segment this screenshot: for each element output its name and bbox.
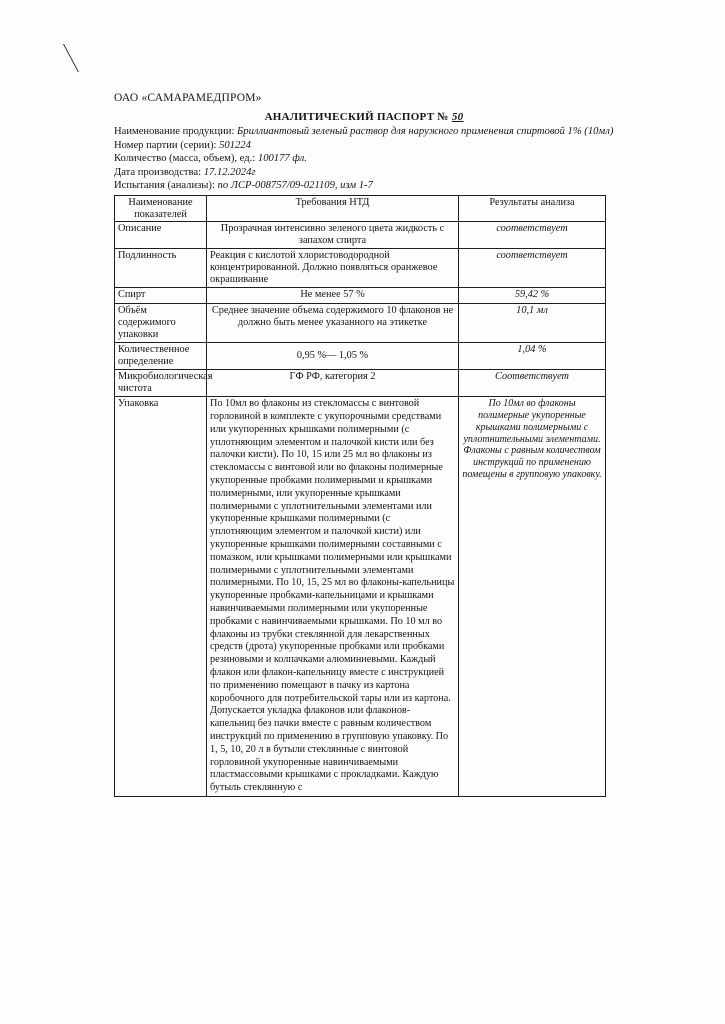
row-name: Упаковка xyxy=(115,397,207,797)
tests-line xyxy=(114,179,614,192)
analysis-table xyxy=(114,195,606,797)
row-result: Соответствует xyxy=(459,370,606,397)
row-requirement: Не менее 57 % xyxy=(207,288,459,303)
batch-label: Номер партии (серии): xyxy=(114,139,217,151)
row-requirement: 0,95 %— 1,05 % xyxy=(207,342,459,369)
quantity-value: 100177 фл. xyxy=(257,153,307,165)
row-result: 1,04 % xyxy=(459,342,606,369)
quantity-label: Количество (масса, объем), ед.: xyxy=(114,153,256,165)
row-name: Микробиологическая чистота xyxy=(115,370,207,397)
row-result: соответствует xyxy=(459,222,606,249)
row-requirement: Среднее значение объема содержимого 10 флаконов не должно быть менее указанного на этикетке xyxy=(207,303,459,342)
table-row xyxy=(115,222,606,249)
title-prefix: АНАЛИТИЧЕСКИЙ ПАСПОРТ № xyxy=(264,111,449,123)
table-row xyxy=(115,303,606,342)
row-name: Описание xyxy=(115,222,207,249)
date-value: 17.12.2024г xyxy=(203,166,256,178)
header-indicator: Наименование показателей xyxy=(115,196,207,222)
handwritten-stroke xyxy=(63,44,97,72)
table-header-row xyxy=(115,196,606,222)
row-requirement: По 10мл во флаконы из стекломассы с винтовой горловиной в комплекте с укупорочными средствами или укупоренных крышками полимерными (с уплотняющим элементом и палочкой кисти или без палочки кисти). По 10, 15 или 25 мл во флаконы из стекломассы с винтовой или во флаконы полимерные укупоренные пробками полимерными и крышками полимерными, или укупоренные крышками полимерными с уплотнительными элементами или укупоренные крышками полимерными (с уплотняющим элементом и палочкой кисти) или укупоренные крышками полимерными составными с помазком, или крышками полимерными или крышками полимерными с уплотнительными элементами полимерными. По 10, 15, 25 мл во флаконы-капельницы укупоренные пробками-капельницами и крышками навинчиваемыми полимерными или укупоренные пробками с навинчиваемыми крышками. По 10 мл во флаконы из трубки стеклянной для лекарственных средств (дрота) укупоренные пробками или пробками резиновыми и колпачками алюминиевыми. Каждый флакон или флакон-капельницу вместе с инструкцией по применению помещают в пачку из картона коробочного для потребительской тары или из картона. Допускается укладка флаконов или флаконов-капельниц без пачки вместе с равным количеством инструкций по применению в групповую упаковку. По 1, 5, 10, 20 л в бутыли стеклянные с винтовой горловиной укупоренные навинчиваемыми пластмассовыми крышками с прокладками. Каждую бутыль стеклянную с xyxy=(207,397,459,797)
passport-number: 50 xyxy=(451,111,464,123)
batch-line xyxy=(114,139,614,152)
row-result: 10,1 мл xyxy=(459,303,606,342)
row-result: соответствует xyxy=(459,249,606,288)
row-requirement: Прозрачная интенсивно зеленого цвета жидкость с запахом спирта xyxy=(207,222,459,249)
quantity-line xyxy=(114,152,614,165)
table-row xyxy=(115,397,606,797)
row-name: Объём содержимого упаковки xyxy=(115,303,207,342)
row-requirement: ГФ РФ, категория 2 xyxy=(207,370,459,397)
row-requirement: Реакция с кислотой хлористоводородной концентрированной. Должно появляться оранжевое окрашивание xyxy=(207,249,459,288)
product-value: Бриллиантовый зеленый раствор для наружного применения спиртовой 1% (10мл) xyxy=(237,126,614,138)
document-header xyxy=(114,111,614,192)
row-result: По 10мл во флаконы полимерные укупоренные крышками полимерными с уплотнительными элементами. Флаконы с равным количеством инструкций по применению помещены в групповую упаковку. xyxy=(459,397,606,797)
table-row xyxy=(115,288,606,303)
row-name: Спирт xyxy=(115,288,207,303)
date-line xyxy=(114,166,614,179)
header-results: Результаты анализа xyxy=(459,196,606,222)
company-name: ОАО «САМАРАМЕДПРОМ» xyxy=(114,92,262,104)
product-label: Наименование продукции: xyxy=(114,126,235,138)
product-line xyxy=(114,125,614,138)
document-title xyxy=(114,111,614,124)
row-result: 59,42 % xyxy=(459,288,606,303)
table-row xyxy=(115,342,606,369)
row-name: Количественное определение xyxy=(115,342,207,369)
batch-value: 501224 xyxy=(219,139,251,151)
date-label: Дата производства: xyxy=(114,166,202,178)
tests-label: Испытания (анализы): xyxy=(114,180,215,192)
tests-value: по ЛСР-008757/09-021109, изм 1-7 xyxy=(217,180,373,192)
table-row xyxy=(115,249,606,288)
row-name: Подлинность xyxy=(115,249,207,288)
header-requirements: Требования НТД xyxy=(207,196,459,222)
table-row xyxy=(115,370,606,397)
